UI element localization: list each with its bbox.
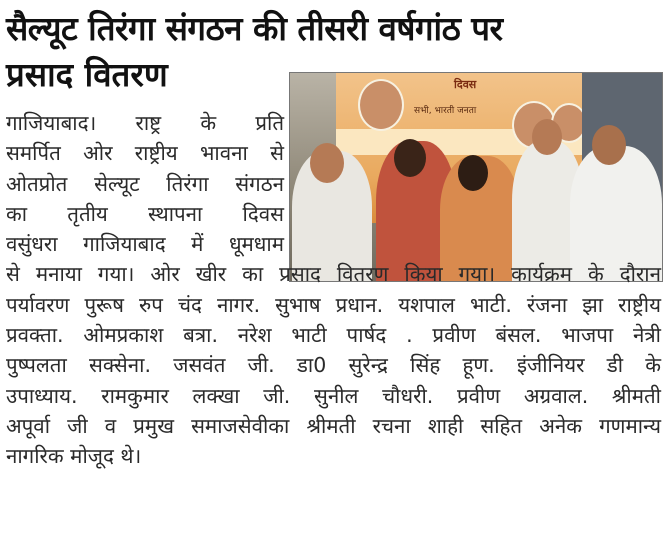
body-line: पुष्पलता सक्सेना. जसवंत जी. डा0 सुरेन्द्र सिंह हूण. इंजीनियर डी के (6, 353, 661, 378)
article-body (6, 108, 661, 472)
headline-line-1: सैल्यूट तिरंगा संगठन की तीसरी वर्षगांठ पर (6, 9, 503, 48)
banner-heading: दिवस (454, 78, 477, 91)
body-line: पर्यावरण पुरूष रुप चंद नागर. सुभाष प्रधान. यशपाल भाटी. रंजना झा राष्ट्रीय (6, 292, 661, 317)
body-line: ओतप्रोत सेल्यूट तिरंगा संगठन (6, 171, 284, 196)
body-line: प्रवक्ता. ओमप्रकाश बत्रा. नरेश भाटी पार्षद . प्रवीण बंसल. भाजपा नेत्री (6, 323, 661, 348)
body-line: समर्पित ओर राष्ट्रीय भावना से (6, 141, 284, 166)
body-line: वसुंधरा गाजियाबाद में धूमधाम (6, 232, 284, 257)
body-line: अपूर्वा जी व प्रमुख समाजसेवीका श्रीमती रचना शाही सहित अनेक गणमान्य (6, 413, 661, 438)
body-line: नागरिक मोजूद थे। (6, 444, 142, 469)
body-line: उपाध्याय. रामकुमार लक्खा जी. सुनील चौधरी. प्रवीण अग्रवाल. श्रीमती (6, 383, 661, 408)
banner-text: सभी, भारती जनता (414, 106, 477, 116)
body-line: से मनाया गया। ओर खीर का प्रसाद वितरण किया गया। कार्यक्रम के दौरान (6, 262, 661, 287)
body-line: का तृतीय स्थापना दिवस (6, 201, 284, 226)
body-line: गाजियाबाद। राष्ट्र के प्रति (6, 111, 284, 135)
headline-line-2: प्रसाद वितरण (6, 55, 168, 94)
